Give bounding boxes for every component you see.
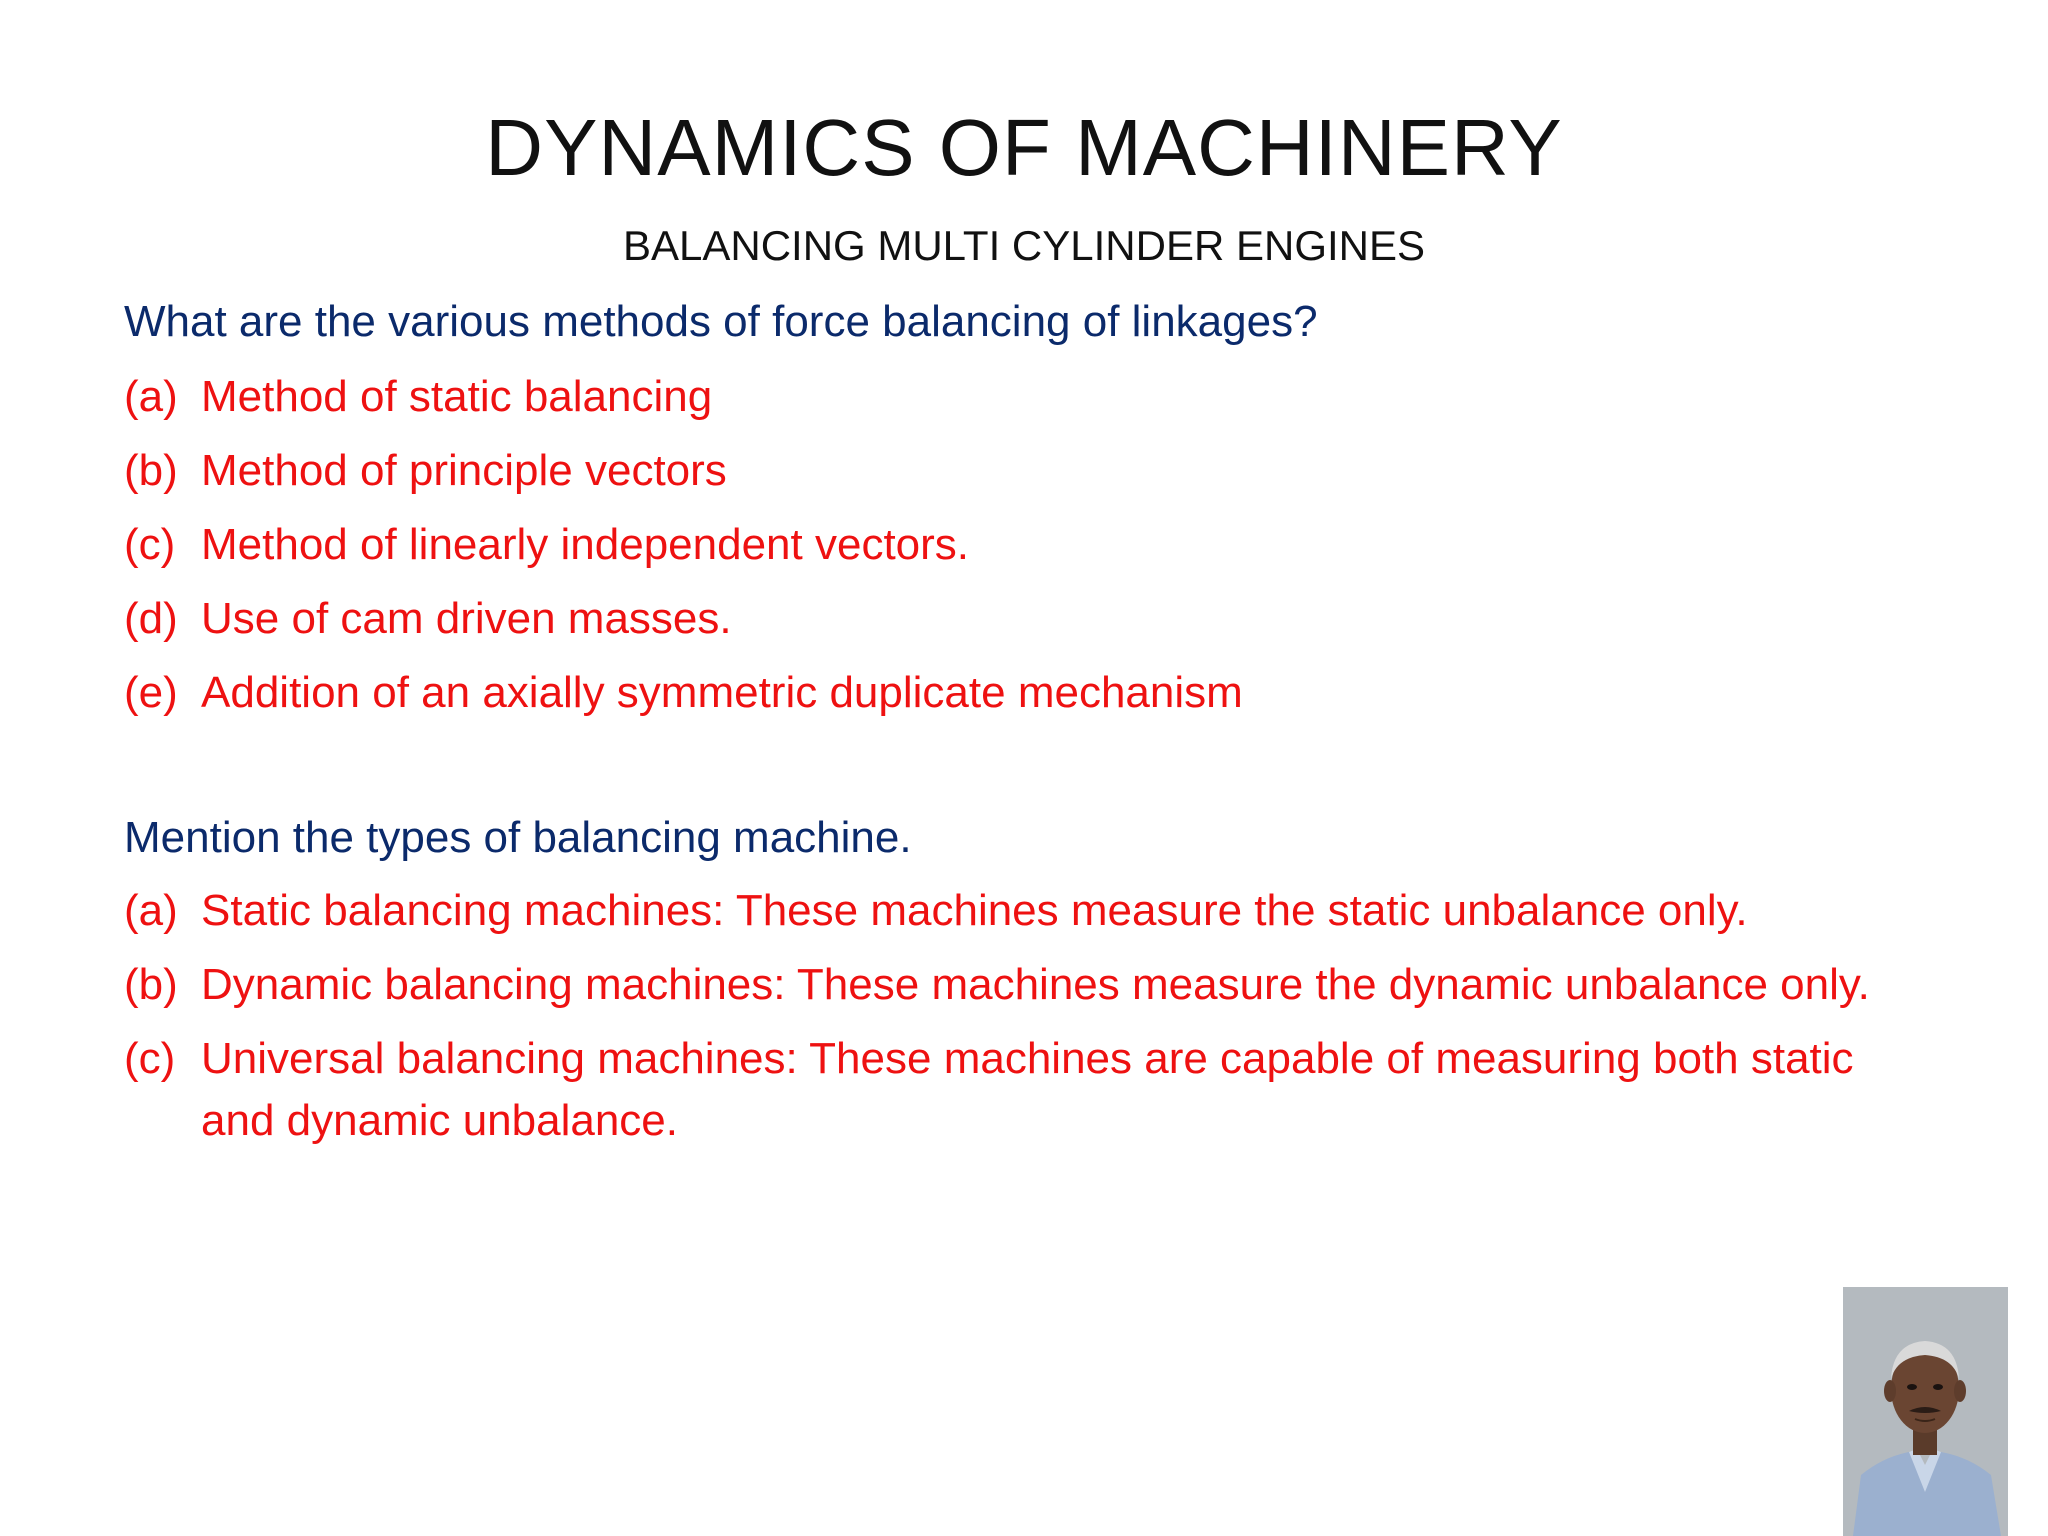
list-item [124,588,1924,650]
list-item [124,880,1924,942]
list-item-text: Use of cam driven masses. [201,594,732,643]
list-marker: (b) [124,960,178,1009]
list-item [124,1028,1924,1152]
question-balancing-machines: Mention the types of balancing machine. [124,813,912,862]
list-item [124,954,1924,1016]
list-item [124,440,1924,502]
slide-title: DYNAMICS OF MACHINERY [485,103,1563,192]
list-item-text: Method of principle vectors [201,446,727,495]
list-item [124,514,1924,576]
list-item-text: Method of linearly independent vectors. [201,520,970,569]
list-marker: (a) [124,372,178,421]
list-item-text: Dynamic balancing machines: These machines measure the dynamic unbalance only. [201,960,1870,1009]
list-marker: (d) [124,594,178,643]
list-item [124,366,1924,428]
list-marker: (c) [124,520,176,569]
list-item-text: Universal balancing machines: These machines are capable of measuring both static and dynamic unbalance. [201,1034,1854,1145]
answer-list-balancing-machines [124,880,1924,1164]
list-item-text: Static balancing machines: These machines measure the static unbalance only. [201,886,1748,935]
presenter-figure-icon [1843,1287,2008,1536]
answer-list-force-balancing [124,366,1924,736]
list-marker: (e) [124,668,178,717]
list-marker: (b) [124,446,178,495]
list-marker: (a) [124,886,178,935]
question-force-balancing: What are the various methods of force balancing of linkages? [124,297,1318,346]
slide-subtitle: BALANCING MULTI CYLINDER ENGINES [622,222,1426,269]
list-item [124,662,1924,724]
presenter-video-thumbnail [1843,1287,2008,1536]
list-item-text: Method of static balancing [201,372,713,421]
list-marker: (c) [124,1034,176,1083]
list-item-text: Addition of an axially symmetric duplicate mechanism [201,668,1243,717]
